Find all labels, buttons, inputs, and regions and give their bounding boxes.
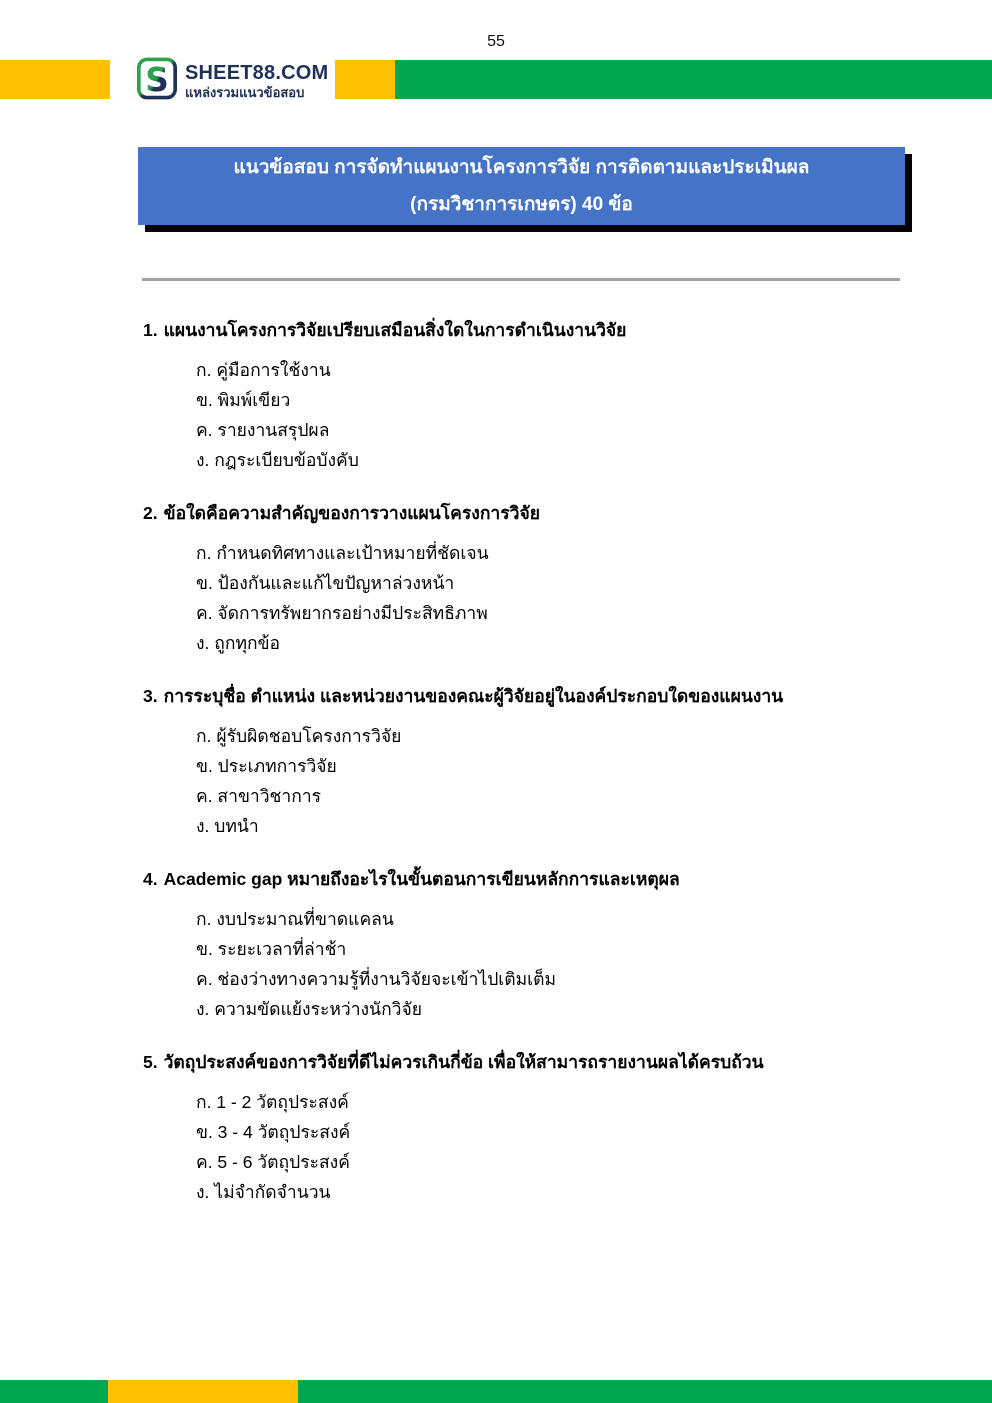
question [143, 318, 904, 475]
horizontal-rule [142, 278, 900, 281]
header-brand-band [0, 60, 992, 99]
footer-brand-band [0, 1380, 992, 1403]
header-yellow-segment-mid [335, 60, 395, 99]
header-yellow-segment-left [0, 60, 110, 99]
question-text: Academic gap หมายถึงอะไรในขั้นตอนการเขียนหลักการและเหตุผล [163, 869, 680, 889]
question-heading [143, 1050, 904, 1074]
choice: ก. กำหนดทิศทางและเป้าหมายที่ชัดเจน [196, 543, 489, 563]
question-number: 1. [143, 320, 158, 340]
question-heading [143, 684, 904, 708]
question-text: การระบุชื่อ ตำแหน่ง และหน่วยงานของคณะผู้วิจัยอยู่ในองค์ประกอบใดของแผนงาน [163, 686, 784, 706]
exam-title-line2: (กรมวิชาการเกษตร) 40 ข้อ [410, 194, 633, 215]
brand-name: SHEET88.COM [185, 62, 329, 84]
page-number: 55 [487, 33, 505, 50]
choice: ง. ถูกทุกข้อ [196, 633, 281, 653]
choice: ก. คู่มือการใช้งาน [196, 360, 331, 380]
question-number: 4. [143, 869, 158, 889]
choice: ค. สาขาวิชาการ [196, 786, 322, 806]
choice: ข. ประเภทการวิจัย [196, 756, 337, 776]
choice: ง. กฎระเบียบข้อบังคับ [196, 450, 359, 470]
s-monogram-icon [137, 57, 177, 105]
brand-tagline: แหล่งรวมแนวข้อสอบ [185, 85, 305, 100]
question [143, 1050, 904, 1207]
question [143, 867, 904, 1024]
choice: ก. ผู้รับผิดชอบโครงการวิจัย [196, 726, 402, 746]
choice: ก. งบประมาณที่ขาดแคลน [196, 909, 394, 929]
header-green-segment [395, 60, 992, 99]
choice: ค. 5 - 6 วัตถุประสงค์ [196, 1152, 350, 1172]
questions-list [0, 306, 992, 1233]
footer-green-segment-right [298, 1380, 992, 1403]
logo-text [185, 63, 328, 99]
svg-text:S: S [145, 61, 169, 100]
exam-title-line1: แนวข้อสอบ การจัดทำแผนงานโครงการวิจัย การติดตามและประเมินผล [233, 157, 810, 178]
question [143, 684, 904, 841]
question-heading [143, 867, 904, 891]
exam-title-box [138, 147, 905, 225]
footer-yellow-segment [108, 1380, 298, 1403]
question [143, 501, 904, 658]
question-text: วัตถุประสงค์ของการวิจัยที่ดีไม่ควรเกินกี่ข้อ เพื่อให้สามารถรายงานผลได้ครบถ้วน [163, 1052, 764, 1072]
choice: ง. บทนำ [196, 816, 259, 836]
choice: ข. ระยะเวลาที่ล่าช้า [196, 939, 347, 959]
choice: ข. ป้องกันและแก้ไขปัญหาล่วงหน้า [196, 573, 455, 593]
choice: ง. ไม่จำกัดจำนวน [196, 1182, 331, 1202]
choice: ค. ช่องว่างทางความรู้ที่งานวิจัยจะเข้าไปเติมเต็ม [196, 969, 557, 989]
question-number: 2. [143, 503, 158, 523]
question-number: 3. [143, 686, 158, 706]
choice: ข. 3 - 4 วัตถุประสงค์ [196, 1122, 351, 1142]
question-heading [143, 501, 904, 525]
question-heading [143, 318, 904, 342]
footer-green-segment-left [0, 1380, 108, 1403]
choice: ค. รายงานสรุปผล [196, 420, 330, 440]
choice: ข. พิมพ์เขียว [196, 390, 291, 410]
sheet88-logo [137, 58, 334, 104]
choice: ง. ความขัดแย้งระหว่างนักวิจัย [196, 999, 422, 1019]
question-text: แผนงานโครงการวิจัยเปรียบเสมือนสิ่งใดในการดำเนินงานวิจัย [163, 320, 627, 340]
choice: ก. 1 - 2 วัตถุประสงค์ [196, 1092, 349, 1112]
question-number: 5. [143, 1052, 158, 1072]
choice: ค. จัดการทรัพยากรอย่างมีประสิทธิภาพ [196, 603, 488, 623]
question-text: ข้อใดคือความสำคัญของการวางแผนโครงการวิจัย [163, 503, 540, 523]
